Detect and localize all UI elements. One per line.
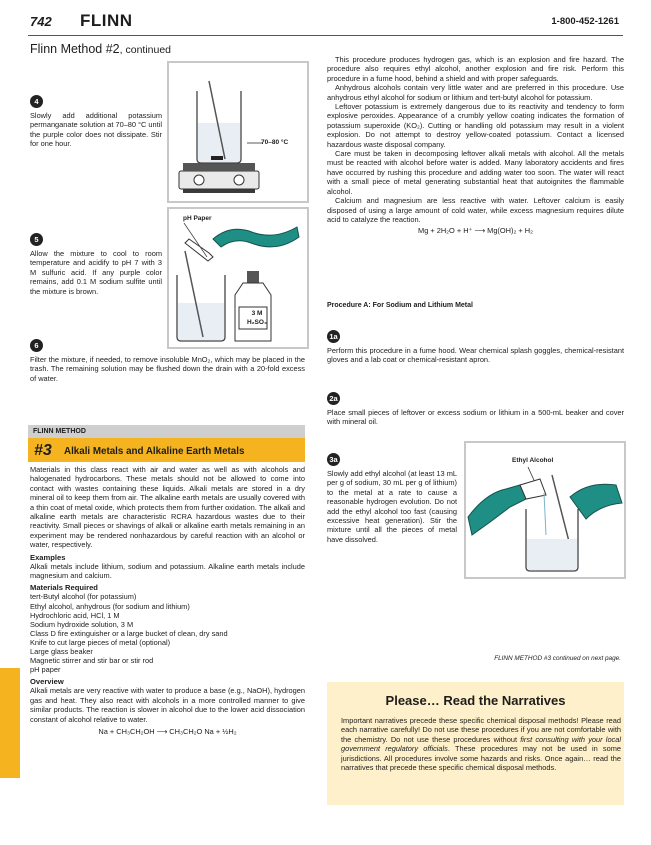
page-number: 742 xyxy=(30,14,52,29)
list-item: Hydrochloric acid, HCl, 1 M xyxy=(30,610,120,620)
narratives-body: Important narratives precede these specific chemical disposal methods! Please read each narrative carefully! Do not use these procedures if you are not comfortable with the chemistry. Do not use these procedures without first consulting with your local government regulatory officials. These procedures may not be used in some jurisdictions. All procedures involve some hazards and risks. Once again… read the narratives that precede these specific chemical disposal methods. xyxy=(341,716,621,773)
examples-heading: Examples xyxy=(30,552,66,562)
step-1a-text: Perform this procedure in a fume hood. Wear chemical splash goggles, chemical-resistant gloves and a lab coat or chemical-resistant apron. xyxy=(327,346,624,365)
hotplate-illustration xyxy=(169,63,307,201)
paragraph: Leftover potassium is extremely dangerous due to its reactivity and tendency to form explosive peroxides. Appearance of a crumbly yellow coating indicates the formation of potassium superoxide (KO₂). Cutting or handling old potassium may result in a violent explosion. Do not attempt to destroy yellow-coated potassium. Contact a licensed hazardous waste disposal company. xyxy=(327,102,624,149)
method-number: #3 xyxy=(34,442,52,459)
edge-tab xyxy=(0,668,20,778)
step-2a-text: Place small pieces of leftover or excess sodium or lithium in a 500-mL beaker and cover with mineral oil. xyxy=(327,408,624,427)
overview-text: Alkali metals are very reactive with water to produce a base (e.g., NaOH), hydrogen gas and heat. They also react with alcohols in a more controlled manner to give similar products. The reaction is slower in alcohol due to the lower acid dissociation constant of alcohol relative to water. xyxy=(30,686,305,724)
brand-logo: FLINN xyxy=(80,11,133,30)
section-title: Flinn Method #2, continued xyxy=(30,42,172,56)
narratives-title: Please… Read the Narratives xyxy=(385,693,566,708)
header-rule xyxy=(28,35,623,36)
step-badge: 5 xyxy=(30,233,43,246)
step-badge: 4 xyxy=(30,95,43,108)
list-item: Magnetic stirrer and stir bar or stir rod xyxy=(30,656,154,666)
sodium-equation: Na + CH₃CH₂OH ⟶ CH₃CH₂O Na + ½H₂ xyxy=(98,726,237,736)
list-item: Ethyl alcohol, anhydrous (for sodium and lithium) xyxy=(30,601,190,611)
temperature-label: 70–80 °C xyxy=(261,139,289,146)
step-badge: 1a xyxy=(327,330,340,343)
overview-heading: Overview xyxy=(30,677,64,687)
magnesium-equation: Mg + 2H₂O + H⁺ ⟶ Mg(OH)₂ + H₂ xyxy=(418,226,533,236)
phone-number: 1-800-452-1261 xyxy=(551,16,619,27)
continued-note: FLINN METHOD #3 continued on next page. xyxy=(494,655,621,662)
ph-test-illustration xyxy=(169,209,307,347)
right-column xyxy=(327,55,624,235)
ph-paper-label: pH Paper xyxy=(183,215,212,222)
method-band: FLINN METHOD xyxy=(28,425,305,438)
paragraph: This procedure produces hydrogen gas, which is an explosion and fire hazard. The procedure also requires ethyl alcohol, another explosion and fire risk. Perform this procedure in a fume hood, behind a shield and with proper safeguards. xyxy=(327,55,624,83)
bottle-label-line1: 3 M xyxy=(251,310,263,317)
paragraph: Calcium and magnesium are less reactive with water. Leftover calcium is easily disposed of using a large amount of cold water, while excess magnesium requires dilute acid to catalyze the reaction. xyxy=(327,196,624,224)
materials-list xyxy=(30,592,305,674)
ph-paper-figure xyxy=(167,207,309,349)
examples-text: Alkali metals include lithium, sodium and potassium. Alkaline earth metals include magnesium and calcium. xyxy=(30,561,305,581)
step-4-text: Slowly add additional potassium permanganate solution at 70–80 °C until the purple color does not dissipate. Stir for one hour. xyxy=(30,111,162,149)
list-item: Class D fire extinguisher or a large bucket of clean, dry sand xyxy=(30,628,228,638)
ethyl-alcohol-figure xyxy=(464,441,626,579)
list-item: Large glass beaker xyxy=(30,647,93,657)
method3-intro: Materials in this class react with air and water as well as with alcohols and halogenated hydrocarbons. These metals should not be allowed to come into contact with wastes containing these liquids. Alkali metals are stored in a dry mineral oil to keep them from air. The alkaline earth metals are usually covered with a thin coat of metal oxide, which protects them from further oxidation. The alkali and alkaline earth metals are characteristic RCRA hazardous wastes due to their reactivity. Small pieces or shavings of alkali or alkaline earth metals remaining in an experiment may be rendered nonhazardous by careful reaction with an alcohol or water, respectively. xyxy=(30,465,305,550)
step-badge: 3a xyxy=(327,453,340,466)
narratives-emphasis: first consulting with your local government regulatory officials xyxy=(341,734,621,754)
step-badge: 6 xyxy=(30,339,43,352)
hotplate-figure xyxy=(167,61,309,203)
step-3a-text: Slowly add ethyl alcohol (at least 13 mL per g of sodium, 30 mL per g of lithium) to the metal at a rate to cause a reasonable hydrogen evolution. Do not add the ethyl alcohol too fast (causing excessive heat generation). Stir the mixture until all the pieces of metal have dissolved. xyxy=(327,469,457,544)
list-item: Sodium hydroxide solution, 3 M xyxy=(30,619,134,629)
step-6-text: Filter the mixture, if needed, to remove insoluble MnO₂, which may be placed in the trash. The remaining solution may be flushed down the drain with a 20-fold excess of water. xyxy=(30,355,305,383)
materials-heading: Materials Required xyxy=(30,583,98,593)
paragraph: Care must be taken in decomposing leftover alkali metals with alcohol. All the metals must be reacted with alcohol before water is added. Many laboratory accidents and fires have occurred by rushing this procedure and adding water too soon. The water will react with a small piece of metal generating substantial heat that autoignites the flammable alcohol. xyxy=(327,149,624,196)
step-badge: 2a xyxy=(327,392,340,405)
bottle-label-line2: H₂SO₄ xyxy=(246,319,268,326)
method3-body xyxy=(30,465,305,736)
method-title: Alkali Metals and Alkaline Earth Metals xyxy=(64,446,245,457)
list-item: pH paper xyxy=(30,665,61,675)
paragraph: Anhydrous alcohols contain very little water and are preferred in this procedure. Use anhydrous ethyl alcohol for sodium or lithium and tert-butyl alcohol for potassium. xyxy=(327,83,624,102)
ethyl-alcohol-label: Ethyl Alcohol xyxy=(512,457,554,464)
list-item: Knife to cut large pieces of metal (optional) xyxy=(30,637,171,647)
procedure-heading: Procedure A: For Sodium and Lithium Metal xyxy=(327,302,473,309)
list-item: tert-Butyl alcohol (for potassium) xyxy=(30,592,137,602)
step-5-text: Allow the mixture to cool to room temperature and acidify to pH 7 with 3 M sulfuric acid. If any purple color remains, add 0.1 M sodium sulfite until the mixture is brown. xyxy=(30,249,162,296)
